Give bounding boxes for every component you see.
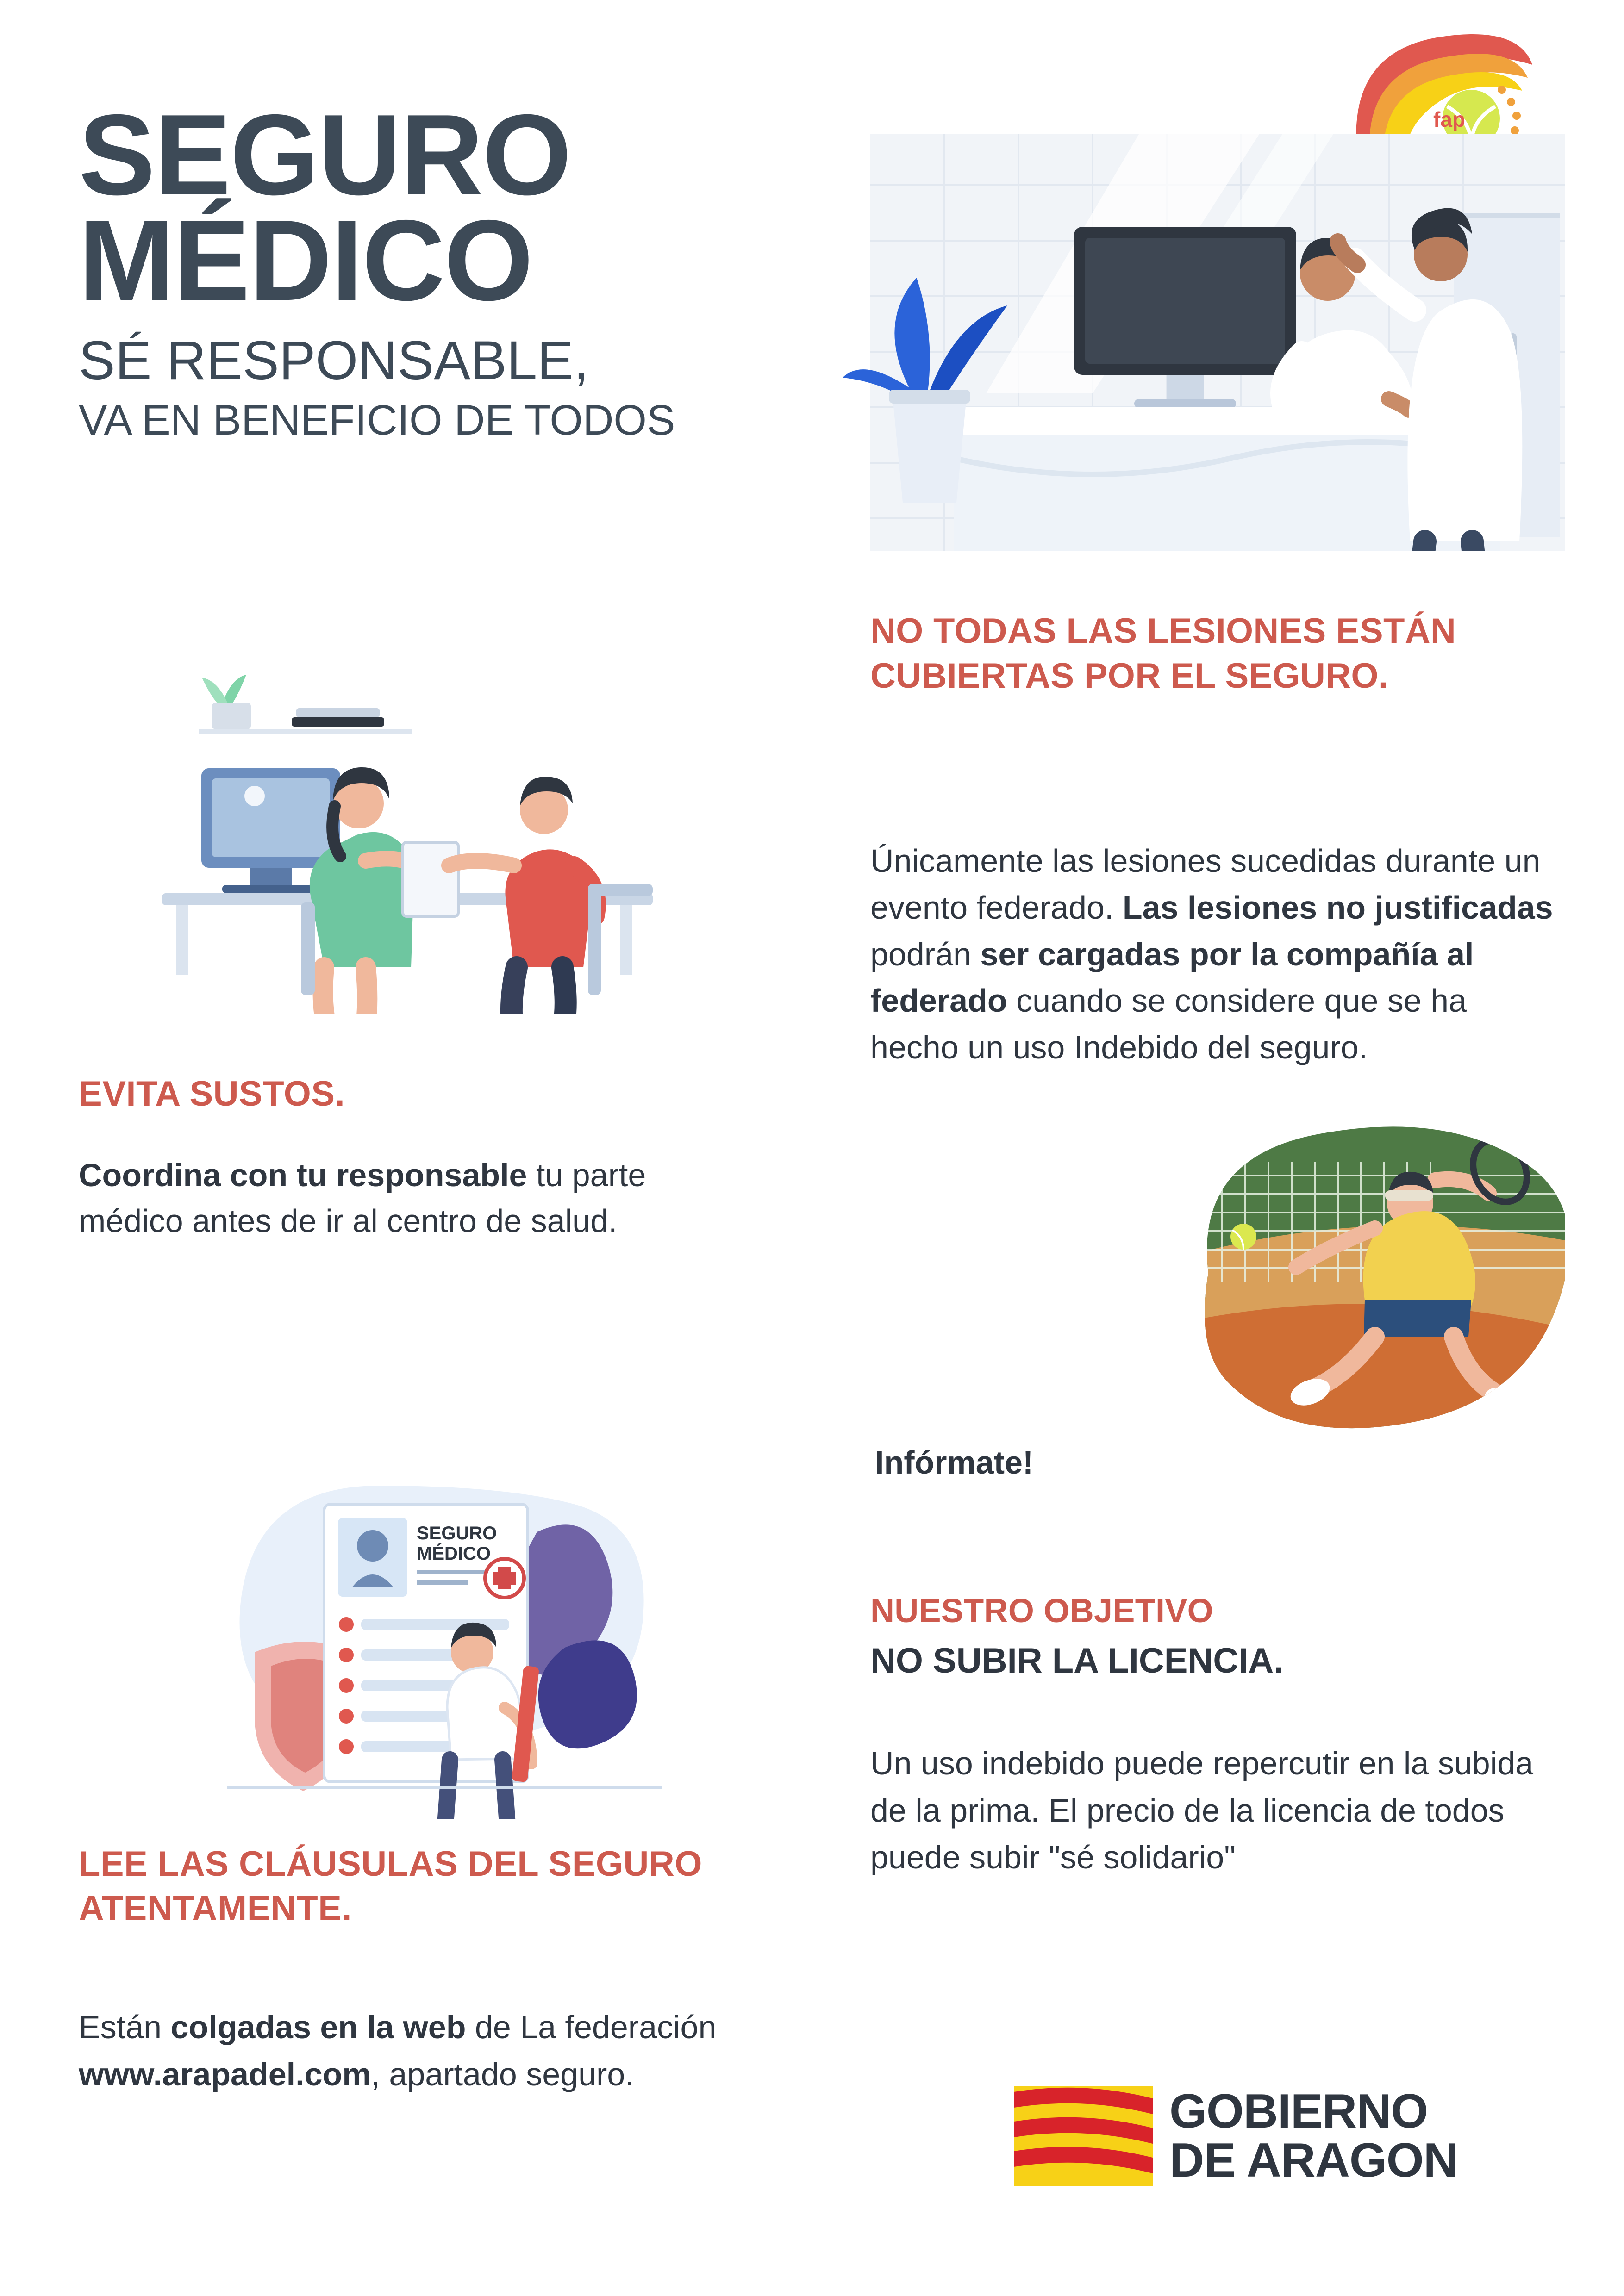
right-section-1-body bbox=[870, 838, 1555, 1071]
left-section-2-body-bold-1: colgadas en la web bbox=[170, 2009, 466, 2045]
government-logo-text bbox=[1169, 2084, 1458, 2187]
subtitle-line-1: SÉ RESPONSABLE, bbox=[79, 330, 589, 392]
left-section-2-body-start: Están bbox=[79, 2009, 171, 2045]
clinic-illustration bbox=[815, 134, 1565, 648]
title-line-1: SEGURO bbox=[79, 90, 571, 219]
right-section-2-heading-dark: NO SUBIR LA LICENCIA. bbox=[870, 1641, 1284, 1680]
right-body-bold-1: Las lesiones no justificadas bbox=[1122, 889, 1553, 926]
right-column bbox=[833, 0, 1555, 2296]
left-section-1-body-bold: Coordina con tu responsable bbox=[79, 1157, 527, 1193]
page-title bbox=[79, 90, 782, 325]
left-section-1-heading: EVITA SUSTOS. bbox=[79, 1074, 345, 1114]
meeting-illustration bbox=[106, 643, 718, 1014]
padel-player-illustration bbox=[1176, 1106, 1565, 1449]
federation-logo-text: fap bbox=[1433, 107, 1465, 131]
right-body-start: Únicamente las lesiones sucedidas durante un evento federado. bbox=[870, 843, 1541, 926]
left-section-2-heading: LEE LAS CLÁUSULAS DEL SEGURO ATENTAMENTE. bbox=[79, 1844, 702, 1928]
website-link[interactable]: www.arapadel.com bbox=[79, 2056, 371, 2092]
right-section-2-body: Un uso indebido puede repercutir en la subida de la prima. El precio de la licencia de todos puede subir "sé solidario" bbox=[870, 1745, 1534, 1875]
aragon-flag-icon bbox=[1014, 2086, 1153, 2186]
left-section-2-body-mid: de La federación bbox=[466, 2009, 717, 2045]
government-line-1: GOBIERNO bbox=[1169, 2084, 1428, 2138]
left-section-1-body bbox=[79, 1152, 736, 1244]
right-section-1-emphasis: Infórmate! bbox=[875, 1444, 1034, 1481]
left-section-2-body-end: , apartado seguro. bbox=[371, 2056, 634, 2092]
title-line-2: MÉDICO bbox=[79, 196, 532, 325]
right-body-bold-2: ser cargadas por la compañía al federado bbox=[870, 936, 1474, 1019]
subtitle-line-2: VA EN BENEFICIO DE TODOS bbox=[79, 397, 675, 444]
title-block bbox=[79, 90, 782, 444]
right-section-1-heading: NO TODAS LAS LESIONES ESTÁN CUBIERTAS POR EL SEGURO. bbox=[870, 611, 1456, 696]
card-label-line-1: SEGURO bbox=[417, 1523, 497, 1543]
right-body-mid-1: podrán bbox=[870, 936, 981, 972]
left-section-1-body-rest: tu parte médico antes de ir al centro de salud. bbox=[79, 1157, 646, 1239]
government-logo bbox=[1014, 2060, 1551, 2212]
insurance-card-illustration bbox=[185, 1449, 704, 1819]
right-body-end: cuando se considere que se ha hecho un uso Indebido del seguro. bbox=[870, 983, 1467, 1066]
right-section-2-heading-red: NUESTRO OBJETIVO bbox=[870, 1593, 1213, 1630]
card-label-line-2: MÉDICO bbox=[417, 1543, 491, 1564]
left-column bbox=[79, 0, 782, 2296]
left-section-2-body bbox=[79, 2004, 759, 2098]
government-line-2: DE ARAGON bbox=[1169, 2134, 1458, 2187]
